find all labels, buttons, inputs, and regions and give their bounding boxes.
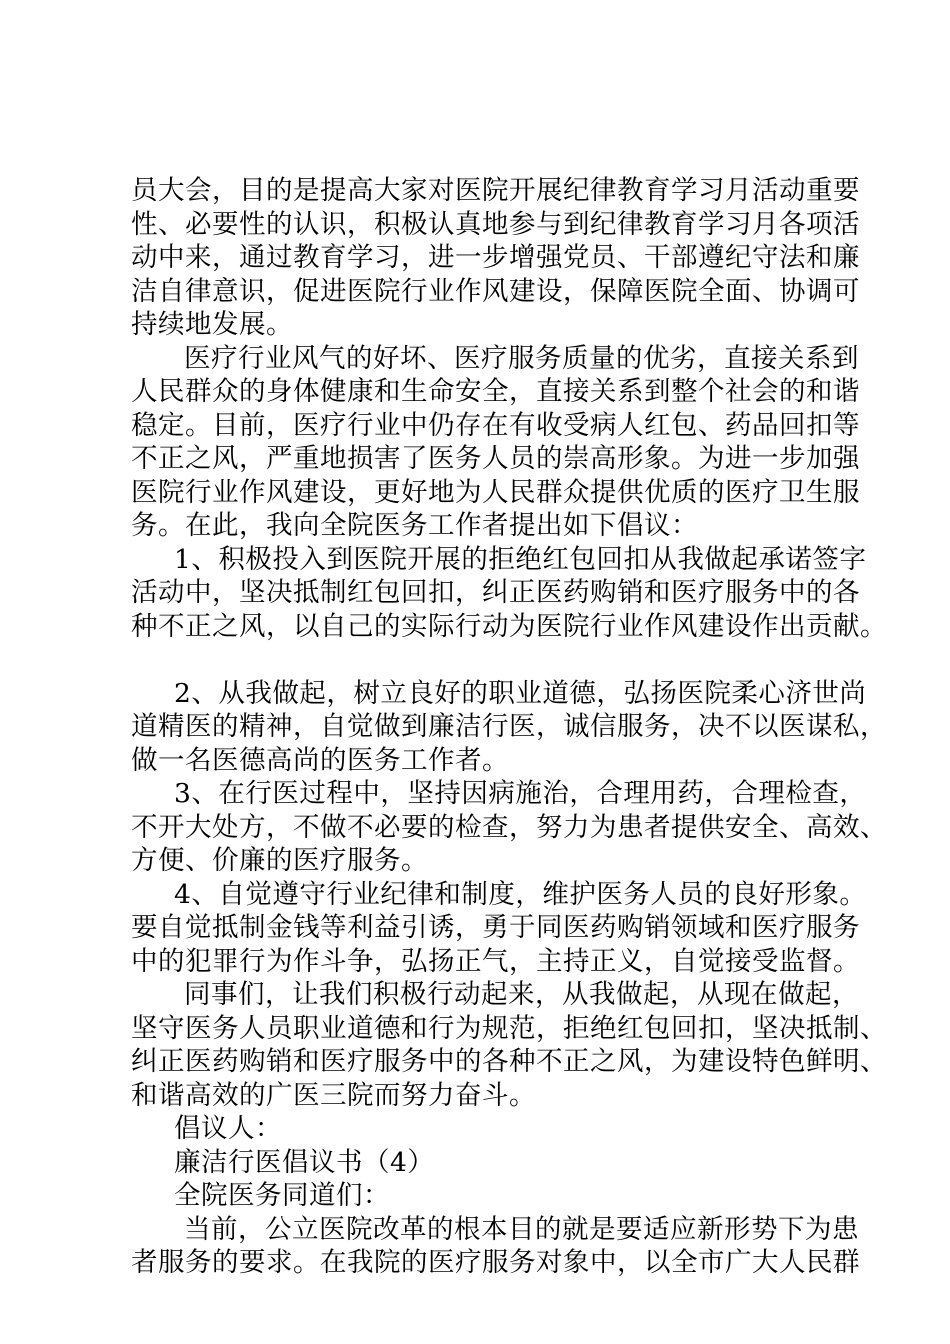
text-line: 做一名医德高尚的医务工作者。	[131, 744, 509, 776]
paragraph-start: 医疗行业风气的好坏、医疗服务质量的优劣，直接关系到	[184, 342, 859, 374]
proposal-item-4: 4、自觉遵守行业纪律和制度，维护医务人员的良好形象。	[174, 878, 867, 910]
text-line: 和谐高效的广医三院而努力奋斗。	[131, 1079, 536, 1111]
text-line: 洁自律意识，促进医院行业作风建设，保障医院全面、协调可	[131, 275, 860, 307]
text-line: 动中来，通过教育学习，进一步增强党员、干部遵纪守法和廉	[131, 242, 860, 273]
text-line: 不正之风，严重地损害了医务人员的崇高形象。为进一步加强	[131, 443, 860, 474]
text-line: 稳定。目前，医疗行业中仍存在有收受病人红包、药品回扣等	[131, 409, 860, 441]
paragraph-start: 当前，公立医院改革的根本目的就是要适应新形势下为患	[184, 1213, 859, 1245]
proposal-item-2: 2、从我做起，树立良好的职业道德，弘扬医院柔心济世尚	[174, 677, 867, 709]
text-line: 中的犯罪行为作斗争，弘扬正气，主持正义，自觉接受监督。	[131, 945, 860, 977]
blank-line	[131, 643, 861, 677]
text-line: 持续地发展。	[131, 309, 293, 340]
proposal-item-3: 3、在行医过程中，坚持因病施治，合理用药，合理检查，	[174, 778, 867, 809]
text-line: 员大会，目的是提高大家对医院开展纪律教育学习月活动重要	[131, 175, 860, 206]
text-line: 不开大处方，不做不必要的检查，努力为患者提供安全、高效、	[131, 811, 887, 843]
text-line: 纠正医药购销和医疗服务中的各种不正之风，为建设特色鲜明、	[131, 1046, 887, 1077]
text-line: 人民群众的身体健康和生命安全，直接关系到整个社会的和谐	[131, 376, 860, 407]
text-line: 医院行业作风建设，更好地为人民群众提供优质的医疗卫生服	[131, 476, 860, 508]
text-line: 务。在此，我向全院医务工作者提出如下倡议：	[131, 510, 698, 541]
text-line: 种不正之风，以自己的实际行动为医院行业作风建设作出贡献。	[131, 610, 887, 642]
proposer-label: 倡议人：	[174, 1113, 282, 1144]
text-line: 坚守医务人员职业道德和行为规范，拒绝红包回扣，坚决抵制、	[131, 1012, 887, 1044]
document-heading: 廉洁行医倡议书（4）	[174, 1146, 435, 1178]
text-line: 要自觉抵制金钱等利益引诱，勇于同医药购销领域和医疗服务	[131, 912, 860, 943]
text-line: 性、必要性的认识，积极认真地参与到纪律教育学习月各项活	[131, 208, 860, 240]
text-line: 活动中，坚决抵制红包回扣，纠正医药购销和医疗服务中的各	[131, 577, 860, 608]
text-line: 道精医的精神，自觉做到廉洁行医，诚信服务，决不以医谋私，	[131, 711, 887, 742]
text-line: 方便、价廉的医疗服务。	[131, 845, 428, 876]
paragraph-start: 同事们，让我们积极行动起来，从我做起，从现在做起，	[184, 979, 859, 1010]
document-body	[131, 174, 887, 1280]
proposal-item-1: 1、积极投入到医院开展的拒绝红包回扣从我做起承诺签字	[174, 543, 867, 575]
text-line: 者服务的要求。在我院的医疗服务对象中，以全市广大人民群	[131, 1247, 860, 1278]
salutation: 全院医务同道们：	[174, 1180, 390, 1211]
